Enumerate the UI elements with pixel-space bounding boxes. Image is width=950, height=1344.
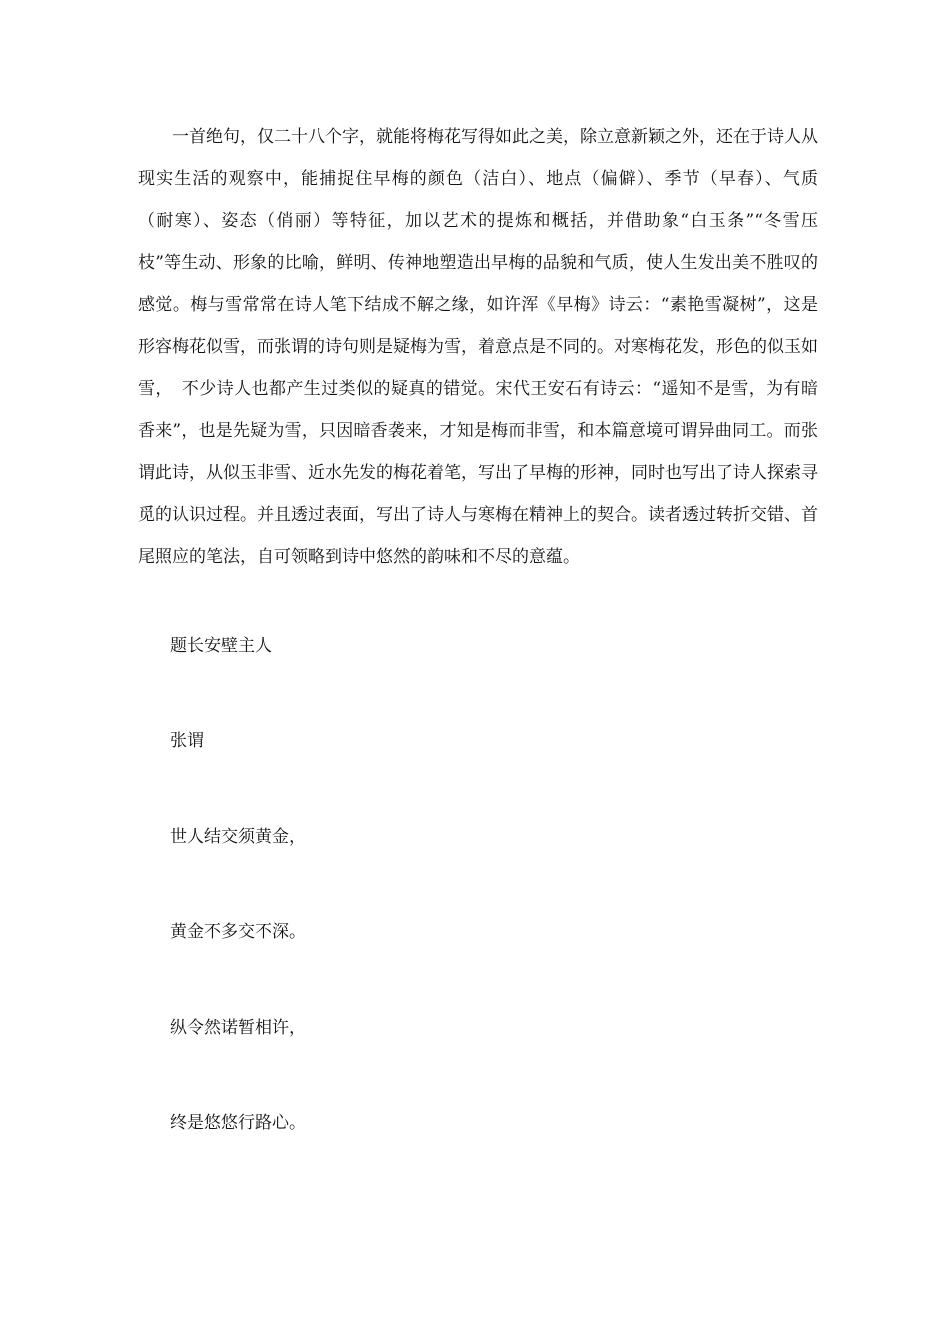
paragraph-line: 枝”等生动、形象的比喻，鲜明、传神地塑造出早梅的品貌和气质，使人生发出美不胜叹的 (138, 253, 818, 273)
poem-line: 终是悠悠行路心。 (170, 1113, 306, 1133)
poem-line: 黄金不多交不深。 (170, 922, 306, 942)
poem-line: 纵令然诺暂相许， (170, 1018, 306, 1038)
paragraph-line: （耐寒）、姿态（俏丽）等特征，加以艺术的提炼和概括，并借助象“白玉条”“冬雪压 (138, 211, 818, 231)
paragraph-line: 形容梅花似雪，而张谓的诗句则是疑梅为雪，着意点是不同的。对寒梅花发，形色的似玉如 (138, 337, 818, 357)
paragraph-line: 香来”，也是先疑为雪，只因暗香袭来，才知是梅而非雪，和本篇意境可谓异曲同工。而张 (138, 421, 818, 441)
poem-author: 张谓 (170, 731, 204, 751)
paragraph-line: 现实生活的观察中，能捕捉住早梅的颜色（洁白）、地点（偏僻）、季节（早春）、气质 (138, 169, 818, 189)
poem-title: 题长安壁主人 (170, 636, 272, 656)
paragraph-line: 谓此诗，从似玉非雪、近水先发的梅花着笔，写出了早梅的形神，同时也写出了诗人探索寻 (138, 463, 818, 483)
paragraph-line: 一首绝句，仅二十八个字，就能将梅花写得如此之美，除立意新颖之外，还在于诗人从 (138, 127, 818, 147)
paragraph-line: 觅的认识过程。并且透过表面，写出了诗人与寒梅在精神上的契合。读者透过转折交错、首 (138, 505, 818, 525)
paragraph-line: 雪， 不少诗人也都产生过类似的疑真的错觉。宋代王安石有诗云：“遥知不是雪，为有暗 (138, 379, 818, 399)
paragraph-line: 感觉。梅与雪常常在诗人笔下结成不解之缘，如许浑《早梅》诗云：“素艳雪凝树”，这是 (138, 295, 818, 315)
paragraph-line: 尾照应的笔法，自可领略到诗中悠然的韵味和不尽的意蕴。 (138, 547, 580, 567)
poem-line: 世人结交须黄金， (170, 827, 306, 847)
